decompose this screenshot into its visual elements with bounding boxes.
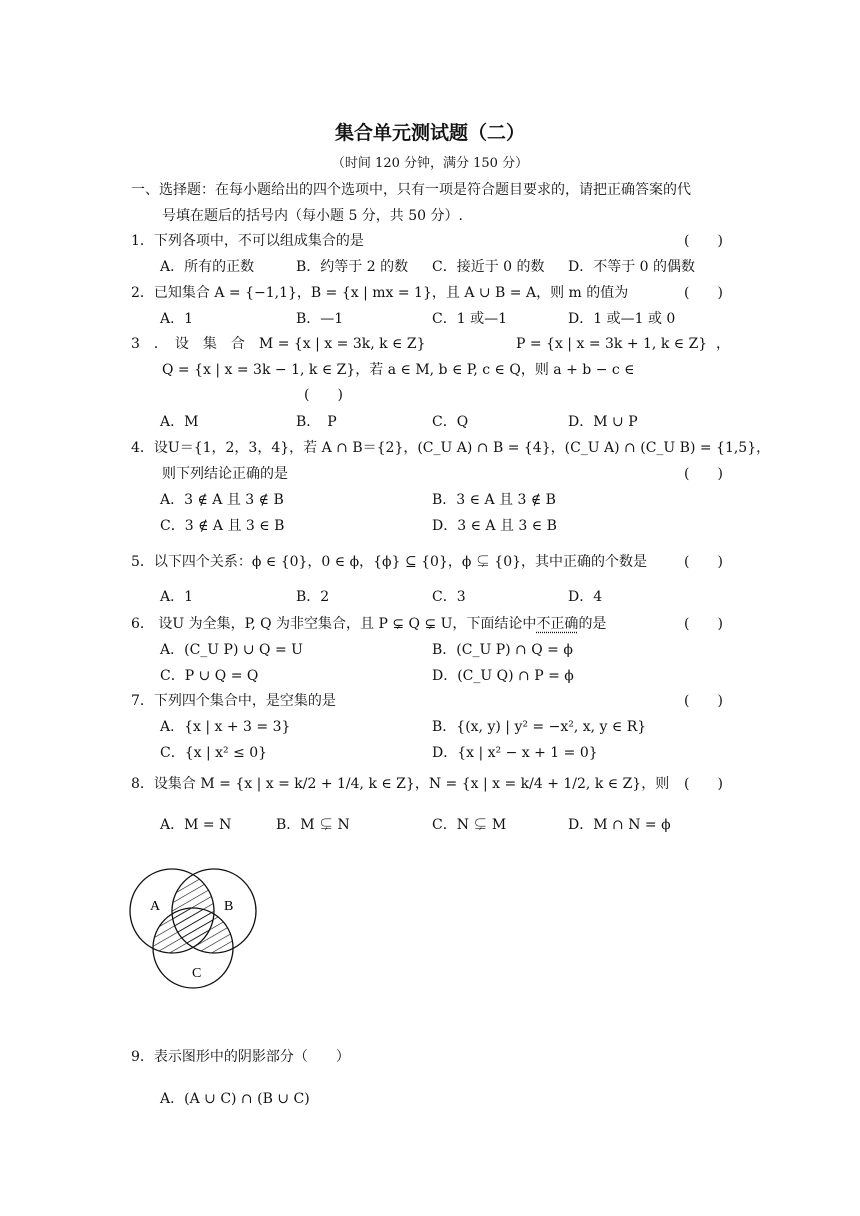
q2-answer-paren: ( ) — [684, 285, 723, 301]
q1-option-c: C．接近于 0 的数 — [432, 259, 545, 275]
q1-stem: 1．下列各项中，不可以组成集合的是 — [131, 233, 364, 249]
q2-option-d: D．1 或—1 或 0 — [568, 311, 676, 327]
section-instructions-line1: 一、选择题：在每小题给出的四个选项中，只有一项是符合题目要求的，请把正确答案的代 — [131, 182, 691, 198]
q4-stem-line2: 则下列结论正确的是 — [162, 466, 288, 482]
q2-option-c: C．1 或—1 — [432, 311, 507, 327]
q4-stem: 4．设U＝{1，2，3，4}，若 A ∩ B＝{2}，(C_U A) ∩ B = {4}，(C_U A) ∩ (C_U B) = {1,5}， — [131, 440, 771, 456]
q9-option-a: A．(A ∪ C) ∩ (B ∪ C) — [160, 1091, 310, 1107]
q8-option-a: A．M = N — [160, 817, 232, 833]
venn-shaded-region — [153, 869, 256, 988]
q3-stem-line1-c: ， — [716, 336, 730, 352]
q7-stem: 7．下列四个集合中，是空集的是 — [131, 693, 336, 709]
q3-answer-paren: ( ) — [304, 387, 343, 403]
venn-diagram — [120, 860, 270, 995]
venn-label-c: C — [192, 966, 202, 981]
q4-answer-paren: ( ) — [684, 466, 723, 482]
venn-label-b: B — [224, 899, 234, 914]
q7-option-a: A．{x | x + 3 = 3} — [160, 719, 291, 735]
q6-option-a: A．(C_U P) ∪ Q = U — [160, 642, 303, 658]
q3-stem-line1-a: 3 ． 设 集 合 M = {x | x = 3k, k ∈ Z} — [131, 336, 426, 352]
q6-option-b: B．(C_U P) ∩ Q = ϕ — [432, 642, 573, 658]
q6-stem-post: 的是 — [578, 616, 607, 632]
q1-option-a: A．所有的正数 — [160, 259, 255, 275]
q1-option-b: B．约等于 2 的数 — [296, 259, 409, 275]
q5-stem: 5．以下四个关系：ϕ ∈ {0}，0 ∈ ϕ，{ϕ} ⊆ {0}，ϕ ⊊ {0}，其中正确的个数是 — [131, 554, 648, 570]
q8-answer-paren: ( ) — [684, 776, 723, 792]
q8-option-c: C．N ⊊ M — [432, 817, 507, 833]
q2-option-b: B．—1 — [296, 311, 344, 327]
q4-option-b: B．3 ∈ A 且 3 ∉ B — [432, 492, 556, 508]
q8-option-d: D．M ∩ N = ϕ — [568, 817, 671, 833]
q7-option-c: C．{x | x² ≤ 0} — [160, 745, 268, 761]
q5-option-a: A．1 — [160, 589, 194, 605]
venn-label-a: A — [150, 899, 161, 914]
q3-option-a: A．M — [160, 414, 199, 430]
q6-stem — [131, 615, 606, 633]
section-instructions-line2: 号填在题后的括号内（每小题 5 分，共 50 分）. — [162, 208, 463, 224]
q6-option-c: C．P ∪ Q = Q — [160, 668, 259, 684]
q3-stem-line1-b: P = {x | x = 3k + 1, k ∈ Z} — [516, 336, 708, 352]
page-title: 集合单元测试题（二） — [334, 122, 525, 144]
q7-option-b: B．{(x, y) | y² = −x², x, y ∈ R} — [432, 719, 647, 735]
q5-option-d: D．4 — [568, 589, 603, 605]
q2-option-a: A．1 — [160, 311, 194, 327]
q7-answer-paren: ( ) — [684, 693, 723, 709]
q6-stem-pre: 6． 设U 为全集，P, Q 为非空集合，且 P ⊊ Q ⊊ U，下面结论中 — [131, 616, 537, 632]
page-subtitle: （时间 120 分钟，满分 150 分） — [331, 156, 529, 171]
q2-stem: 2．已知集合 A = {−1,1}，B = {x | mx = 1}，且 A ∪ B = A，则 m 的值为 — [131, 285, 629, 301]
q4-option-a: A．3 ∉ A 且 3 ∉ B — [160, 492, 284, 508]
q3-option-b: B． P — [296, 414, 337, 430]
q1-option-d: D．不等于 0 的偶数 — [568, 259, 696, 275]
q6-option-d: D．(C_U Q) ∩ P = ϕ — [432, 668, 574, 684]
q6-stem-emphasis: 不正确 — [536, 616, 579, 632]
q5-option-c: C．3 — [432, 589, 466, 605]
q9-stem: 9．表示图形中的阴影部分（ ） — [131, 1049, 350, 1065]
q5-option-b: B．2 — [296, 589, 330, 605]
q8-stem: 8．设集合 M = {x | x = k/2 + 1/4, k ∈ Z}，N = {x | x = k/4 + 1/2, k ∈ Z}，则 — [131, 776, 670, 792]
q8-option-b: B．M ⊊ N — [276, 817, 350, 833]
q3-option-d: D．M ∪ P — [568, 414, 638, 430]
q6-answer-paren: ( ) — [684, 616, 723, 632]
q4-option-d: D．3 ∈ A 且 3 ∈ B — [432, 518, 557, 534]
q5-answer-paren: ( ) — [684, 554, 723, 570]
q3-option-c: C．Q — [432, 414, 469, 430]
q7-option-d: D．{x | x² − x + 1 = 0} — [432, 745, 598, 761]
q3-stem-line2: Q = {x | x = 3k − 1, k ∈ Z}，若 a ∈ M, b ∈ P, c ∈ Q，则 a + b − c ∈ — [162, 362, 635, 378]
q4-option-c: C．3 ∉ A 且 3 ∈ B — [160, 518, 285, 534]
q1-answer-paren: ( ) — [684, 233, 723, 249]
